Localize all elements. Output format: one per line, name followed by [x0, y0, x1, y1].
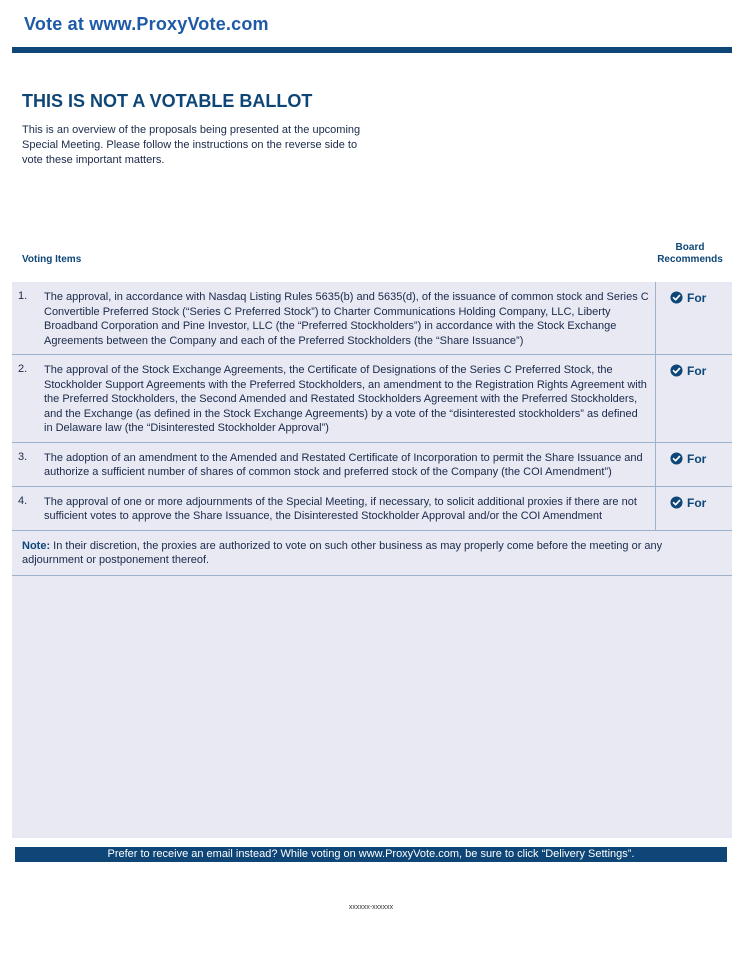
- item-description: The approval of the Stock Exchange Agreements, the Certificate of Designations of the Series C Preferred Stock, the Stockholder Support Agreements with the Preferred Stockholders, an amendment to the Registration Rights Agreement with the Preferred Stockholders, the Second Amended and Restated Stockholders Agreement with the Preferred Stockholders, and the Exchange (as defined in the Stock Exchange Agreements) by a vote of the “disinterested stockholders” as defined in Delaware law (the “Disinterested Stockholder Approval”): [44, 364, 647, 434]
- check-circle-icon: [670, 364, 683, 377]
- voting-items-table: [12, 282, 732, 576]
- board-recommendation: [655, 355, 732, 442]
- email-delivery-banner: Prefer to receive an email instead? While voting on www.ProxyVote.com, be sure to click “Delivery Settings”.: [15, 847, 727, 862]
- voting-item-row: [12, 487, 732, 531]
- voting-items-panel: [12, 282, 732, 838]
- recommends-label: Recommends: [657, 254, 723, 265]
- item-description: The adoption of an amendment to the Amended and Restated Certificate of Incorporation to permit the Share Issuance and authorize a sufficient number of shares of common stock and preferred stock of the Company (the COI Amendment”): [44, 451, 643, 478]
- board-recommendation: [655, 282, 732, 354]
- check-circle-icon: [670, 291, 683, 304]
- intro-text: This is an overview of the proposals being presented at the upcoming Special Meeting. Please follow the instructions on the reverse side to vote these important matters.: [22, 124, 361, 166]
- board-recommendation: [655, 487, 732, 530]
- recommendation-label: For: [687, 364, 707, 378]
- check-circle-icon: [670, 452, 683, 465]
- item-description: The approval of one or more adjournments of the Special Meeting, if necessary, to solicit additional proxies if there are not sufficient votes to approve the Share Issuance, the Disinterested Stockholder Approval and/or the COI Amendment: [44, 495, 637, 522]
- item-number: 2.: [18, 363, 28, 375]
- recommendation-label: For: [687, 495, 707, 510]
- voting-item-row: [12, 443, 732, 487]
- control-code: xxxxxx-xxxxxx: [348, 904, 394, 911]
- header-vote-url[interactable]: Vote at www.ProxyVote.com: [24, 14, 269, 34]
- item-number: 1.: [18, 290, 28, 302]
- item-number: 4.: [18, 494, 28, 507]
- note-text: In their discretion, the proxies are authorized to vote on such other business as may properly come before the meeting or any adjournment or postponement thereof.: [22, 539, 663, 566]
- voting-item-row: [12, 282, 732, 355]
- recommendation-label: For: [687, 451, 707, 466]
- board-label: Board: [675, 242, 705, 253]
- check-circle-icon: [670, 496, 683, 509]
- board-recommendation: [655, 443, 732, 486]
- column-header-voting-items: Voting Items: [22, 254, 82, 265]
- header-divider: [12, 47, 732, 53]
- item-description: The approval, in accordance with Nasdaq Listing Rules 5635(b) and 5635(d), of the issuance of common stock and Series C Convertible Preferred Stock (“Series C Preferred Stock”) to Charter Communications Holding Company, LLC, Liberty Broadband Corporation and Pine Investor, LLC (the “Preferred Stockholders”) in accordance with the Stock Exchange Agreements between the Company and each of the Preferred Stockholders (the “Share Issuance”): [44, 291, 649, 347]
- column-header-board-recommends: [652, 242, 728, 266]
- item-number: 3.: [18, 450, 28, 463]
- voting-item-row: [12, 355, 732, 443]
- note-label: Note:: [22, 539, 51, 552]
- recommendation-label: For: [687, 291, 707, 305]
- page-title: THIS IS NOT A VOTABLE BALLOT: [22, 91, 313, 111]
- note: [12, 531, 732, 576]
